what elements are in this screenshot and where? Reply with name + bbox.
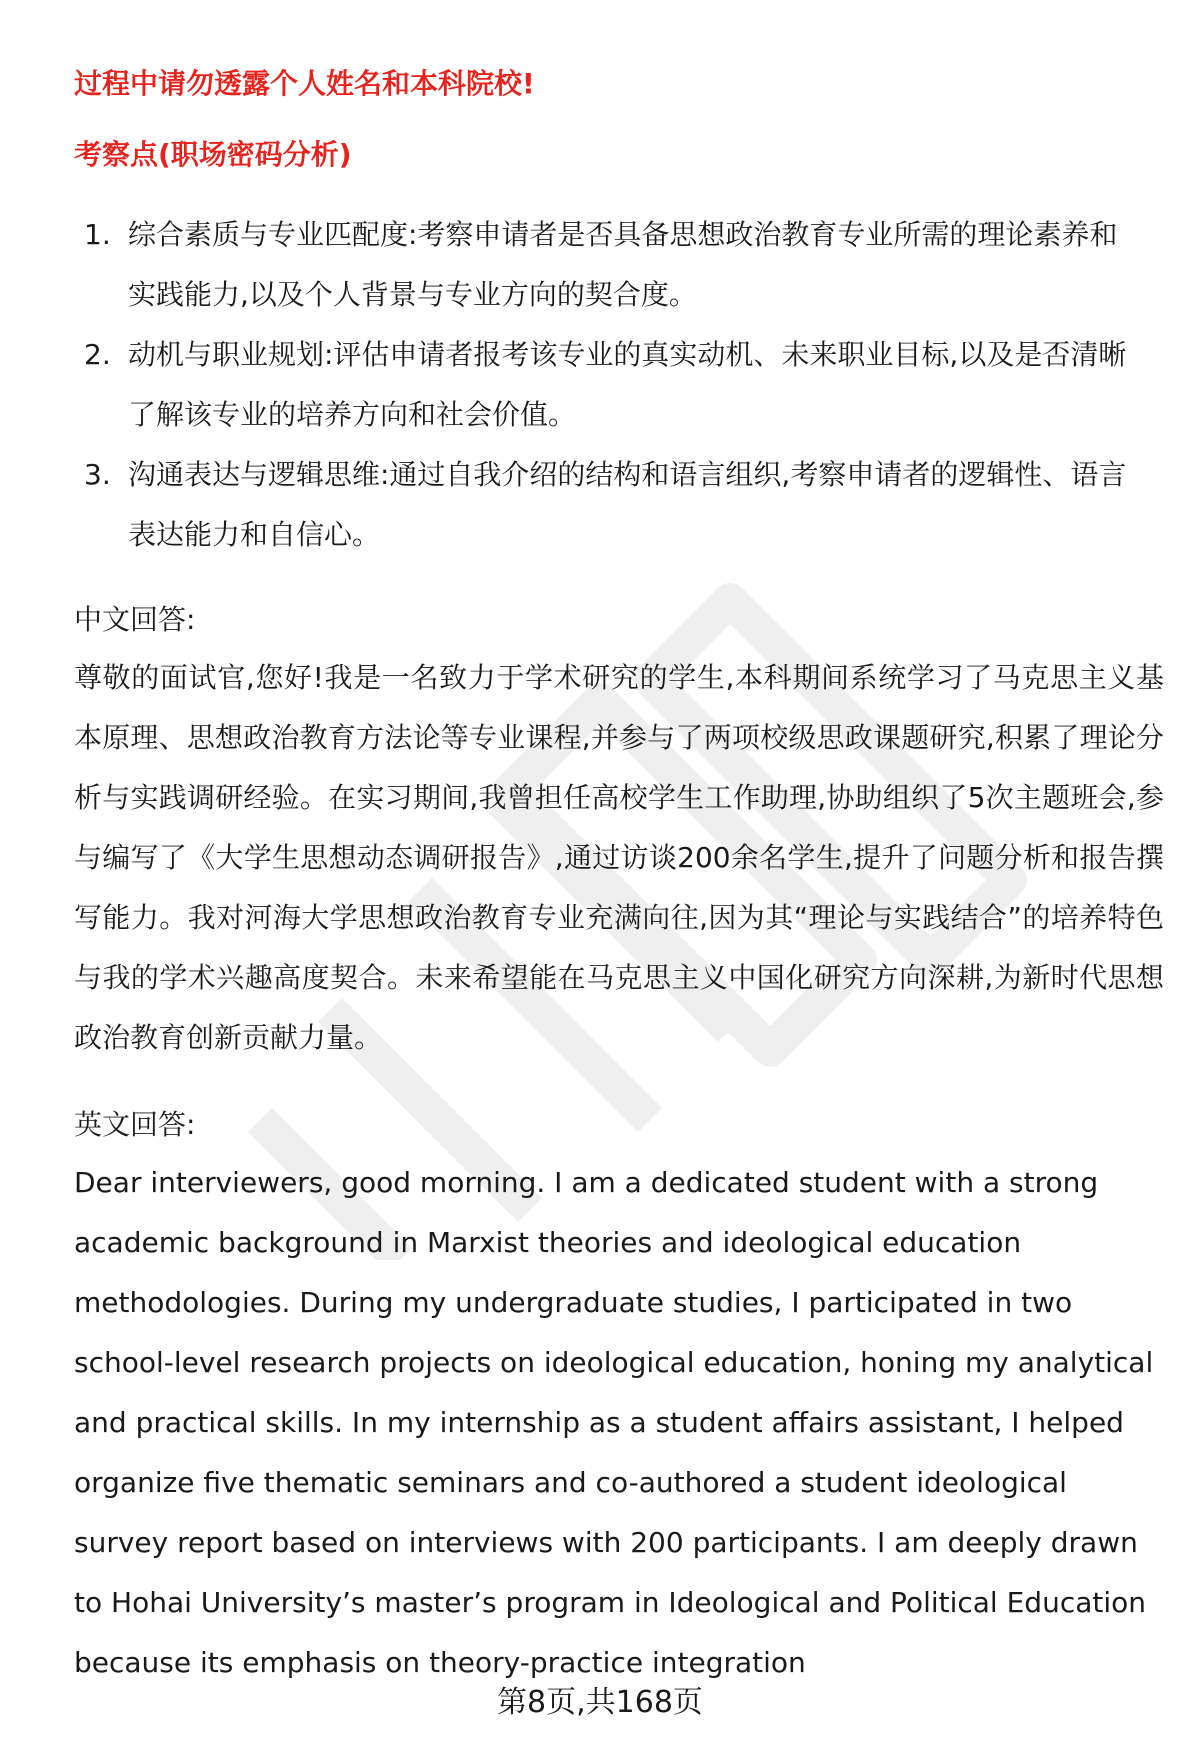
warning-notice: 过程中请勿透露个人姓名和本科院校! <box>74 67 535 100</box>
point-number: 2. <box>84 338 111 371</box>
page-footer: 第8页,共168页 <box>497 1685 703 1720</box>
assessment-point <box>74 445 1144 565</box>
assessment-point <box>74 325 1144 445</box>
point-number: 3. <box>84 458 111 491</box>
point-text: 动机与职业规划:评估申请者报考该专业的真实动机、未来职业目标,以及是否清晰了解该专业的培养方向和社会价值。 <box>128 338 1127 431</box>
english-answer-label: 英文回答: <box>74 1108 196 1141</box>
chinese-answer-label: 中文回答: <box>74 603 196 636</box>
english-answer-text: Dear interviewers, good morning. I am a dedicated student with a strong academic background in Marxist theories and ideological education methodologies. During my undergraduate studies, I participated in two school-level research projects on ideological education, honing my analytical and practical skills. In my internship as a student affairs assistant, I helped organize five thematic seminars and co-authored a student ideological survey report based on interviews with 200 participants. I am deeply drawn to Hohai University’s master’s program in Ideological and Political Education because its emphasis on theory-practice integration <box>74 1166 1154 1679</box>
point-text: 沟通表达与逻辑思维:通过自我介绍的结构和语言组织,考察申请者的逻辑性、语言表达能力和自信心。 <box>128 458 1127 551</box>
point-number: 1. <box>84 218 111 251</box>
assessment-point <box>74 205 1144 325</box>
point-text: 综合素质与专业匹配度:考察申请者是否具备思想政治教育专业所需的理论素养和实践能力,以及个人背景与专业方向的契合度。 <box>128 218 1118 311</box>
chinese-answer-text: 尊敬的面试官,您好!我是一名致力于学术研究的学生,本科期间系统学习了马克思主义基本原理、思想政治教育方法论等专业课程,并参与了两项校级思政课题研究,积累了理论分析与实践调研经验。在实习期间,我曾担任高校学生工作助理,协助组织了5次主题班会,参与编写了《大学生思想动态调研报告》,通过访谈200余名学生,提升了问题分析和报告撰写能力。我对河海大学思想政治教育专业充满向往,因为其“理论与实践结合”的培养特色与我的学术兴趣高度契合。未来希望能在马克思主义中国化研究方向深耕,为新时代思想政治教育创新贡献力量。 <box>74 661 1164 1054</box>
assessment-points-list <box>74 205 1144 565</box>
section-title: 考察点(职场密码分析) <box>74 138 352 171</box>
